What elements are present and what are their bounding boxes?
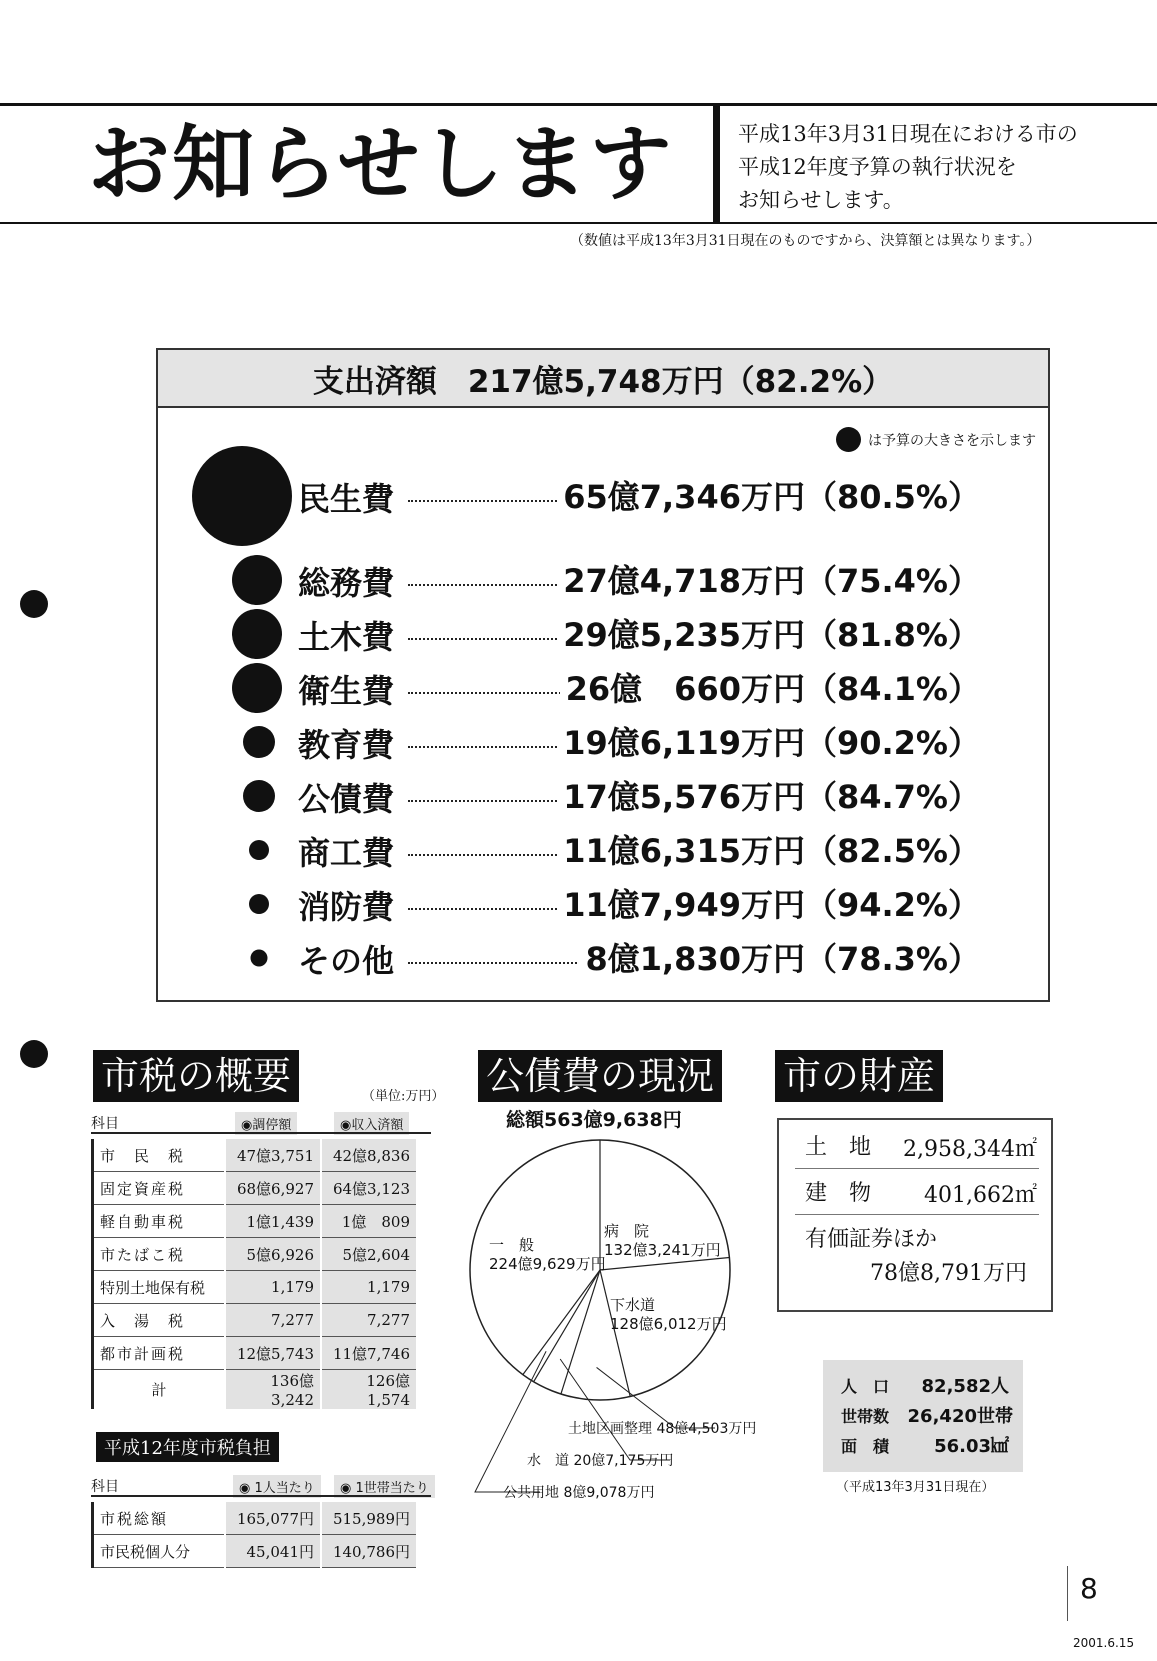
households-value: 26,420世帯 bbox=[907, 1406, 1013, 1427]
expenditure-row bbox=[180, 662, 1040, 712]
tax-row-received: 1億 809 bbox=[321, 1205, 416, 1238]
expenditure-row bbox=[180, 770, 1040, 820]
tax-row-received: 1,179 bbox=[321, 1271, 416, 1304]
legend-text: は予算の大きさを示します bbox=[868, 433, 1036, 449]
property-divider bbox=[795, 1214, 1039, 1215]
tax-row-received: 64億3,123 bbox=[321, 1172, 416, 1205]
population-label: 人 口 bbox=[841, 1377, 890, 1396]
pie-label-value: 20億7,175万円 bbox=[573, 1453, 674, 1469]
expenditure-row bbox=[180, 716, 1040, 766]
property-divider bbox=[795, 1168, 1039, 1169]
tax-row-received: 11億7,746 bbox=[321, 1337, 416, 1370]
expenditure-label: 民生費 bbox=[296, 474, 394, 520]
tax-row-assessed: 68億6,927 bbox=[225, 1172, 321, 1205]
page-title: お知らせします bbox=[88, 117, 674, 212]
debt-title: 公債費の現況 bbox=[478, 1050, 722, 1102]
table-row bbox=[93, 1205, 417, 1238]
expenditure-amount: 11億6,315万円（82.5%） bbox=[557, 826, 980, 872]
pie-label-value: 224億9,629万円 bbox=[489, 1255, 606, 1273]
budget-size-dot-icon bbox=[243, 780, 275, 812]
pie-label-water bbox=[527, 1450, 673, 1470]
land-label: 土 地 bbox=[805, 1135, 872, 1160]
pie-callout-line bbox=[475, 1351, 546, 1492]
tax-summary-table bbox=[91, 1139, 416, 1409]
header-bottom-rule bbox=[0, 222, 1157, 224]
table-row bbox=[93, 1304, 417, 1337]
tax-unit-note: （単位:万円） bbox=[362, 1089, 445, 1104]
header-desc-line: 平成12年度予算の執行状況を bbox=[738, 155, 1017, 179]
budget-size-dot-icon bbox=[243, 726, 275, 758]
expenditure-label: その他 bbox=[296, 936, 394, 982]
pie-label-value: 48億4,503万円 bbox=[656, 1421, 757, 1437]
pie-label-value: 128億6,012万円 bbox=[610, 1315, 727, 1333]
expenditure-row bbox=[180, 932, 1040, 982]
table-row bbox=[93, 1502, 417, 1535]
tax-row-label: 入 湯 税 bbox=[93, 1304, 226, 1337]
burden-col-subject: 科目 bbox=[91, 1479, 119, 1495]
pie-label-public-land bbox=[503, 1482, 654, 1502]
budget-size-dot-icon bbox=[232, 609, 282, 659]
table-row bbox=[93, 1271, 417, 1304]
burden-row-per-person: 165,077円 bbox=[225, 1502, 321, 1535]
header-note: （数値は平成13年3月31日現在のものですから、決算額とは異なります。） bbox=[570, 233, 1041, 249]
expenditure-amount: 29億5,235万円（81.8%） bbox=[557, 610, 980, 656]
land-value: 2,958,344㎡ bbox=[903, 1137, 1037, 1162]
burden-row-per-person: 45,041円 bbox=[225, 1535, 321, 1568]
expenditure-row bbox=[180, 878, 1040, 928]
tax-col-assessed: ◉調停額 bbox=[235, 1112, 297, 1135]
table-row bbox=[93, 1535, 417, 1568]
legend-dot-icon bbox=[836, 427, 861, 452]
tax-burden-title: 平成12年度市税負担 bbox=[96, 1432, 279, 1462]
population-box bbox=[823, 1360, 1023, 1472]
pie-label-name: 病 院 bbox=[604, 1222, 650, 1240]
expenditure-row bbox=[180, 470, 1040, 520]
issue-date: 2001.6.15 bbox=[1073, 1636, 1135, 1650]
burden-row-label: 市税総額 bbox=[93, 1502, 226, 1535]
header-top-rule bbox=[0, 103, 1157, 106]
tax-row-label: 軽自動車税 bbox=[93, 1205, 226, 1238]
tax-row-received: 5億2,604 bbox=[321, 1238, 416, 1271]
tax-row-assessed: 1,179 bbox=[225, 1271, 321, 1304]
burden-row-label: 市民税個人分 bbox=[93, 1535, 226, 1568]
budget-size-dot-icon bbox=[249, 894, 269, 914]
securities-label: 有価証券ほか bbox=[805, 1227, 938, 1252]
households-label: 世帯数 bbox=[841, 1407, 890, 1426]
property-box bbox=[777, 1118, 1053, 1312]
pie-label-name: 下水道 bbox=[610, 1296, 656, 1314]
expenditure-label: 教育費 bbox=[296, 720, 394, 766]
tax-row-label: 市たばこ税 bbox=[93, 1238, 226, 1271]
expenditure-row bbox=[180, 608, 1040, 658]
tax-row-received: 7,277 bbox=[321, 1304, 416, 1337]
budget-size-dot-icon bbox=[232, 663, 282, 713]
tax-row-assessed: 12億5,743 bbox=[225, 1337, 321, 1370]
building-value: 401,662㎡ bbox=[924, 1183, 1037, 1208]
binder-hole-icon bbox=[20, 590, 48, 618]
debt-total: 総額563億9,638円 bbox=[506, 1109, 682, 1131]
expenditure-amount: 11億7,949万円（94.2%） bbox=[557, 880, 980, 926]
tax-col-received: ◉収入済額 bbox=[334, 1112, 409, 1135]
population-note: （平成13年3月31日現在） bbox=[836, 1480, 995, 1495]
burden-col-per-person: ◉ 1人当たり bbox=[233, 1475, 321, 1498]
expenditure-row bbox=[180, 824, 1040, 874]
expenditure-amount: 19億6,119万円（90.2%） bbox=[557, 718, 980, 764]
pie-label-land-readjust bbox=[568, 1418, 756, 1438]
header-desc-line: お知らせします。 bbox=[738, 188, 904, 212]
tax-total-assessed: 136億3,242 bbox=[225, 1370, 321, 1410]
header-divider bbox=[713, 106, 720, 222]
table-row bbox=[93, 1139, 417, 1172]
burden-table-rule bbox=[91, 1495, 431, 1497]
pie-label-general bbox=[489, 1236, 606, 1274]
binder-hole-icon bbox=[20, 1040, 48, 1068]
tax-row-assessed: 47億3,751 bbox=[225, 1139, 321, 1172]
building-label: 建 物 bbox=[805, 1181, 872, 1206]
expenditure-label: 公債費 bbox=[296, 774, 394, 820]
expenditure-label: 総務費 bbox=[296, 558, 394, 604]
tax-col-subject: 科目 bbox=[91, 1116, 119, 1132]
expenditure-amount: 8億1,830万円（78.3%） bbox=[579, 934, 980, 980]
expenditure-amount: 17億5,576万円（84.7%） bbox=[557, 772, 980, 818]
tax-row-assessed: 7,277 bbox=[225, 1304, 321, 1337]
tax-row-received: 42億8,836 bbox=[321, 1139, 416, 1172]
securities-value: 78億8,791万円 bbox=[870, 1261, 1027, 1286]
tax-total-received: 126億1,574 bbox=[321, 1370, 416, 1410]
tax-row-label: 市 民 税 bbox=[93, 1139, 226, 1172]
tax-table-rule bbox=[91, 1132, 431, 1134]
budget-size-dot-icon bbox=[192, 446, 292, 546]
pie-label-value: 132億3,241万円 bbox=[604, 1241, 721, 1259]
tax-summary-title: 市税の概要 bbox=[93, 1050, 299, 1102]
page-number: 8 bbox=[1080, 1572, 1098, 1605]
budget-size-dot-icon bbox=[232, 555, 282, 605]
expenditure-amount: 65億7,346万円（80.5%） bbox=[557, 472, 980, 518]
table-total-row bbox=[93, 1370, 417, 1410]
expenditure-amount: 27億4,718万円（75.4%） bbox=[557, 556, 980, 602]
pie-label-name: 公共用地 bbox=[503, 1485, 559, 1501]
burden-row-per-household: 515,989円 bbox=[321, 1502, 416, 1535]
expenditure-amount: 26億 660万円（84.1%） bbox=[560, 664, 980, 710]
tax-row-label: 特別土地保有税 bbox=[93, 1271, 226, 1304]
burden-col-per-household: ◉ 1世帯当たり bbox=[334, 1475, 435, 1498]
tax-total-label: 計 bbox=[93, 1370, 226, 1410]
expenditure-row bbox=[180, 554, 1040, 604]
population-value: 82,582人 bbox=[921, 1376, 1009, 1397]
area-value: 56.03㎢ bbox=[934, 1436, 1009, 1457]
expenditure-label: 土木費 bbox=[296, 612, 394, 658]
tax-row-assessed: 1億1,439 bbox=[225, 1205, 321, 1238]
tax-row-label: 固定資産税 bbox=[93, 1172, 226, 1205]
area-label: 面 積 bbox=[841, 1437, 890, 1456]
expenditure-label: 商工費 bbox=[296, 828, 394, 874]
pie-label-value: 8億9,078万円 bbox=[563, 1485, 655, 1501]
pie-label-sewer bbox=[610, 1296, 727, 1334]
tax-row-assessed: 5億6,926 bbox=[225, 1238, 321, 1271]
page-number-rule bbox=[1067, 1566, 1068, 1621]
expenditure-label: 衛生費 bbox=[296, 666, 394, 712]
pie-label-name: 水 道 bbox=[527, 1453, 569, 1469]
expenditure-headline: 支出済額 217億5,748万円（82.2%） bbox=[312, 364, 894, 400]
budget-size-dot-icon bbox=[251, 950, 268, 967]
header-description bbox=[738, 118, 1138, 217]
pie-label-hospital bbox=[604, 1222, 721, 1260]
expenditure-label: 消防費 bbox=[296, 882, 394, 928]
table-row bbox=[93, 1238, 417, 1271]
burden-row-per-household: 140,786円 bbox=[321, 1535, 416, 1568]
pie-label-name: 土地区画整理 bbox=[568, 1421, 652, 1437]
tax-row-label: 都市計画税 bbox=[93, 1337, 226, 1370]
tax-burden-table bbox=[91, 1502, 416, 1568]
table-row bbox=[93, 1337, 417, 1370]
pie-label-name: 一 般 bbox=[489, 1236, 535, 1254]
table-row bbox=[93, 1172, 417, 1205]
header-desc-line: 平成13年3月31日現在における市の bbox=[738, 122, 1078, 146]
budget-size-dot-icon bbox=[249, 840, 269, 860]
property-title: 市の財産 bbox=[775, 1050, 943, 1102]
